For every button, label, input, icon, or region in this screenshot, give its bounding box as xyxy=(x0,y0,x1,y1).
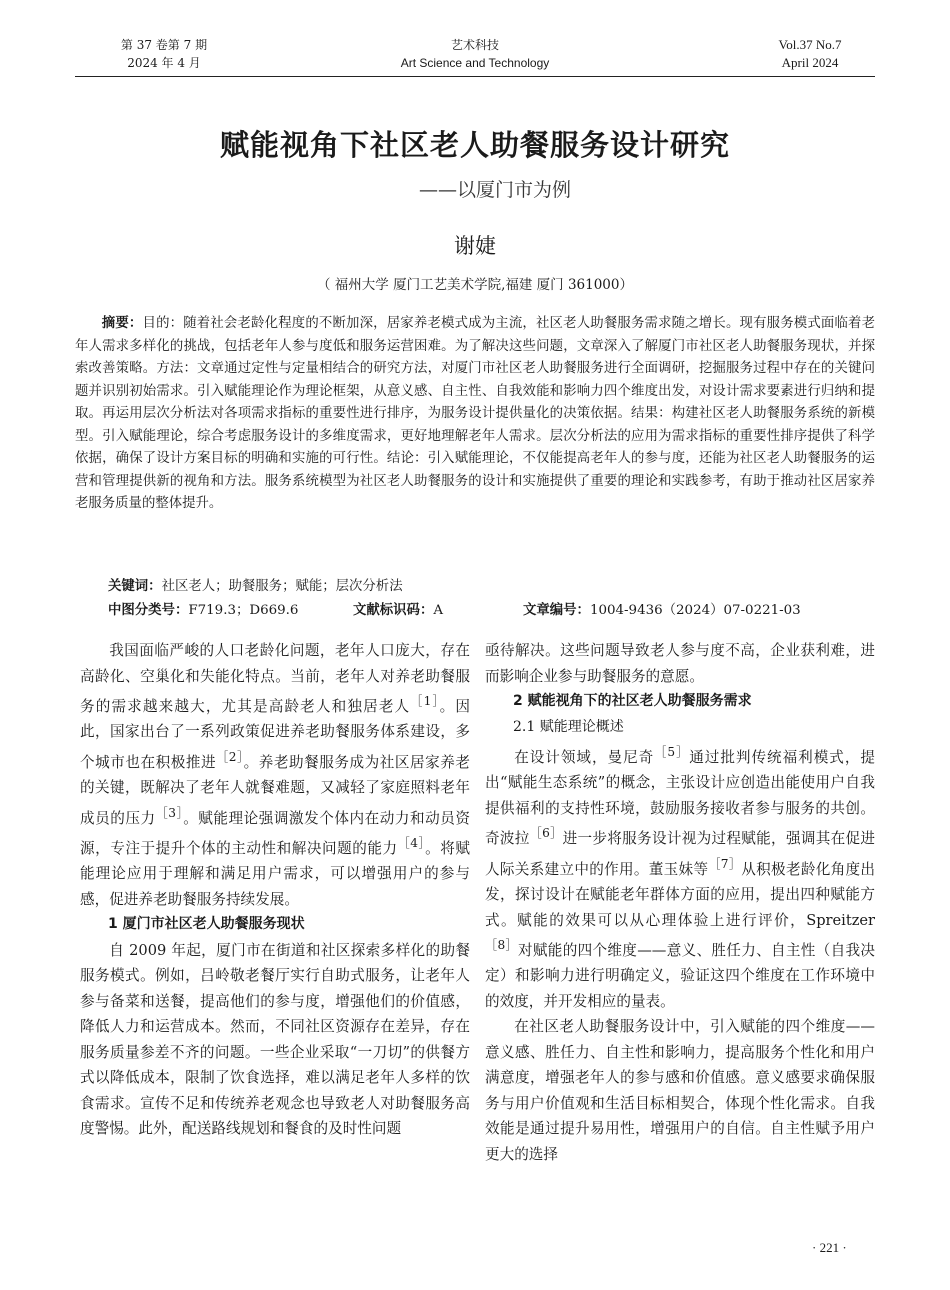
header-date-en: April 2024 xyxy=(781,55,839,70)
author-affiliation: （ 福州大学 厦门工艺美术学院,福建 厦门 361000） xyxy=(317,277,633,293)
page-number: · 221 · xyxy=(812,1240,847,1255)
header-volume-issue: 第 37 卷第 7 期 xyxy=(120,38,208,52)
citation-2[interactable]: ［2］ xyxy=(216,749,244,764)
article-author: 谢婕 xyxy=(454,234,496,258)
document-code xyxy=(353,601,443,621)
keywords-text: 社区老人；助餐服务；赋能；层次分析法 xyxy=(161,579,403,594)
subsection-heading-2-1: 2.1 赋能理论概述 xyxy=(513,718,624,735)
abstract-label: 摘要： xyxy=(101,316,143,331)
citation-7[interactable]: ［7］ xyxy=(708,856,742,871)
section-heading-2: 2 赋能视角下的社区老人助餐服务需求 xyxy=(513,693,752,709)
section-1-paragraph: 自 2009 年起，厦门市在街道和社区探索多样化的助餐服务模式。例如，吕岭敬老餐厅实行自助式服务，让老年人参与备菜和送餐，提高他们的参与度，增强他们的价值感，降低人力和运营成本。然而，不同社区资源存在差异，存在服务质量参差不齐的问题。一些企业采取“一刀切”的供餐方式以降低成本，限制了饮食选择，难以满足老年人多样的饮食需求。宣传不足和传统养老观念也导致老人对助餐服务高度警惕。此外，配送路线规划和餐食的及时性问题 xyxy=(80,941,470,1138)
journal-name-en: Art Science and Technology xyxy=(400,56,550,70)
keywords xyxy=(108,577,868,597)
header-date-cn: 2024 年 4 月 xyxy=(127,56,201,70)
header-volume-issue-en: Vol.37 No.7 xyxy=(778,37,842,52)
citation-5[interactable]: ［5］ xyxy=(654,745,690,759)
citation-6[interactable]: ［6］ xyxy=(529,826,563,841)
header-volume-cn xyxy=(112,36,216,72)
header-volume-en xyxy=(755,36,865,72)
citation-1[interactable]: ［1］ xyxy=(410,694,440,708)
clc-label: 中图分类号： xyxy=(108,603,189,618)
dimensions-paragraph: 在社区老人助餐服务设计中，引入赋能的四个维度——意义感、胜任力、自主性和影响力，提高服务个性化和用户满意度，增强老年人的参与感和价值感。意义感要求确保服务与用户价值观和生活目标相契合，体现个性化需求。自我效能是通过提升易用性，增强用户的自信。自主性赋予用户更大的选择 xyxy=(485,1018,875,1163)
theory-paragraph: 在设计领域，曼尼奇$^{[5]}$通过批判传统福利模式，提出“赋能生态系统”的概念，主张设计应创造出能使用户自我提供福利的支持性环境，鼓励服务接收者参与服务的共创。奇波拉$^{[6]}$进一步将服务设计视为过程赋能，强调其在促进人际关系建立中的作用。董玉妹等$^{[7]}$从积极老龄化角度出发，探讨设计在赋能老年群体方面的应用，提出四种赋能方式。赋能的效果可以从心理体验上进行评价，Spreitzer$^{[8]}$对赋能的四个维度——意义、胜任力、自主性（自我决定）和影响力进行明确定义，验证这四个维度在工作环境中的效度，并开发相应的量表。 xyxy=(485,745,876,1010)
citation-8[interactable]: ［8］ xyxy=(485,938,518,953)
abstract-text: 目的：随着社会老龄化程度的不断加深，居家养老模式成为主流，社区老人助餐服务需求随之增长。现有服务模式面临着老年人需求多样化的挑战，包括老年人参与度低和服务运营困难。为了解决这些问题，文章深入了解厦门市社区老人助餐服务现状，并探索改善策略。方法：文章通过定性与定量相结合的研究方法，对厦门市社区老人助餐服务进行全面调研，挖掘服务过程中存在的关键问题并识别初始需求。引入赋能理论作为理论框架，从意义感、自主性、自我效能和影响力四个维度出发，对设计需求要素进行归纳和提取。再运用层次分析法对各项需求指标的重要性进行排序，为服务设计提供量化的决策依据。结果：构建社区老人助餐服务系统的新模型。引入赋能理论，综合考虑服务设计的多维度需求，更好地理解老年人需求。层次分析法的应用为需求指标的重要性排序提供了科学依据，确保了设计方案目标的明确和实施的可行性。结论：引入赋能理论，不仅能提高老年人的参与度，还能为社区老人助餐服务的运营和管理提供新的视角和方法。服务系统模型为社区老人助餐服务的设计和实施提供了重要的理论和实践参考，有助于推动社区居家养老服务质量的整体提升。 xyxy=(75,316,876,511)
doc-code-value: A xyxy=(433,603,444,618)
intro-paragraph: 我国面临严峻的人口老龄化问题，老年人口庞大，存在高龄化、空巢化和失能化特点。当前，老年人对养老助餐服务的需求越来越大，尤其是高龄老人和独居老人$^{[1]}$。因此，国家出台了一系列政策促进养老助餐服务体系建设，多个城市也在积极推进$^{[2]}$。养老助餐服务成为社区居家养老的关键，既解决了老年人就餐难题，又减轻了家庭照料老年成员的压力$^{[3]}$。赋能理论强调激发个体内在动力和动员资源，专注于提升个体的主动性和解决问题的能力$^{[4]}$。将赋能理论应用于理解和满足用户需求，可以增强用户的参与感，促进养老助餐服务持续发展。 xyxy=(80,642,470,908)
header-divider xyxy=(75,76,875,77)
doc-code-label: 文献标识码： xyxy=(353,603,434,618)
header-journal xyxy=(375,36,575,72)
journal-name-cn: 艺术科技 xyxy=(450,38,499,52)
article-title: 赋能视角下社区老人助餐服务设计研究 xyxy=(219,128,730,162)
section-heading-1: 1 厦门市社区老人助餐服务现状 xyxy=(108,916,305,933)
keywords-label: 关键词： xyxy=(108,579,162,594)
article-subtitle: ——以厦门市为例 xyxy=(418,179,571,201)
article-number xyxy=(523,601,801,621)
article-number-value: 1004-9436（2024）07-0221-03 xyxy=(589,603,801,618)
clc-value: F719.3；D669.6 xyxy=(188,603,299,618)
citation-4[interactable]: ［4］ xyxy=(397,836,426,851)
continued-paragraph: 亟待解决。这些问题导致老人参与度不高，企业获利难，进而影响企业参与助餐服务的意愿。 xyxy=(485,642,875,685)
body-right-column xyxy=(485,638,875,1167)
clc-number xyxy=(108,601,298,621)
citation-3[interactable]: ［3］ xyxy=(155,805,184,820)
article-number-label: 文章编号： xyxy=(523,603,590,618)
body-left-column xyxy=(80,638,470,1142)
abstract xyxy=(75,313,875,516)
